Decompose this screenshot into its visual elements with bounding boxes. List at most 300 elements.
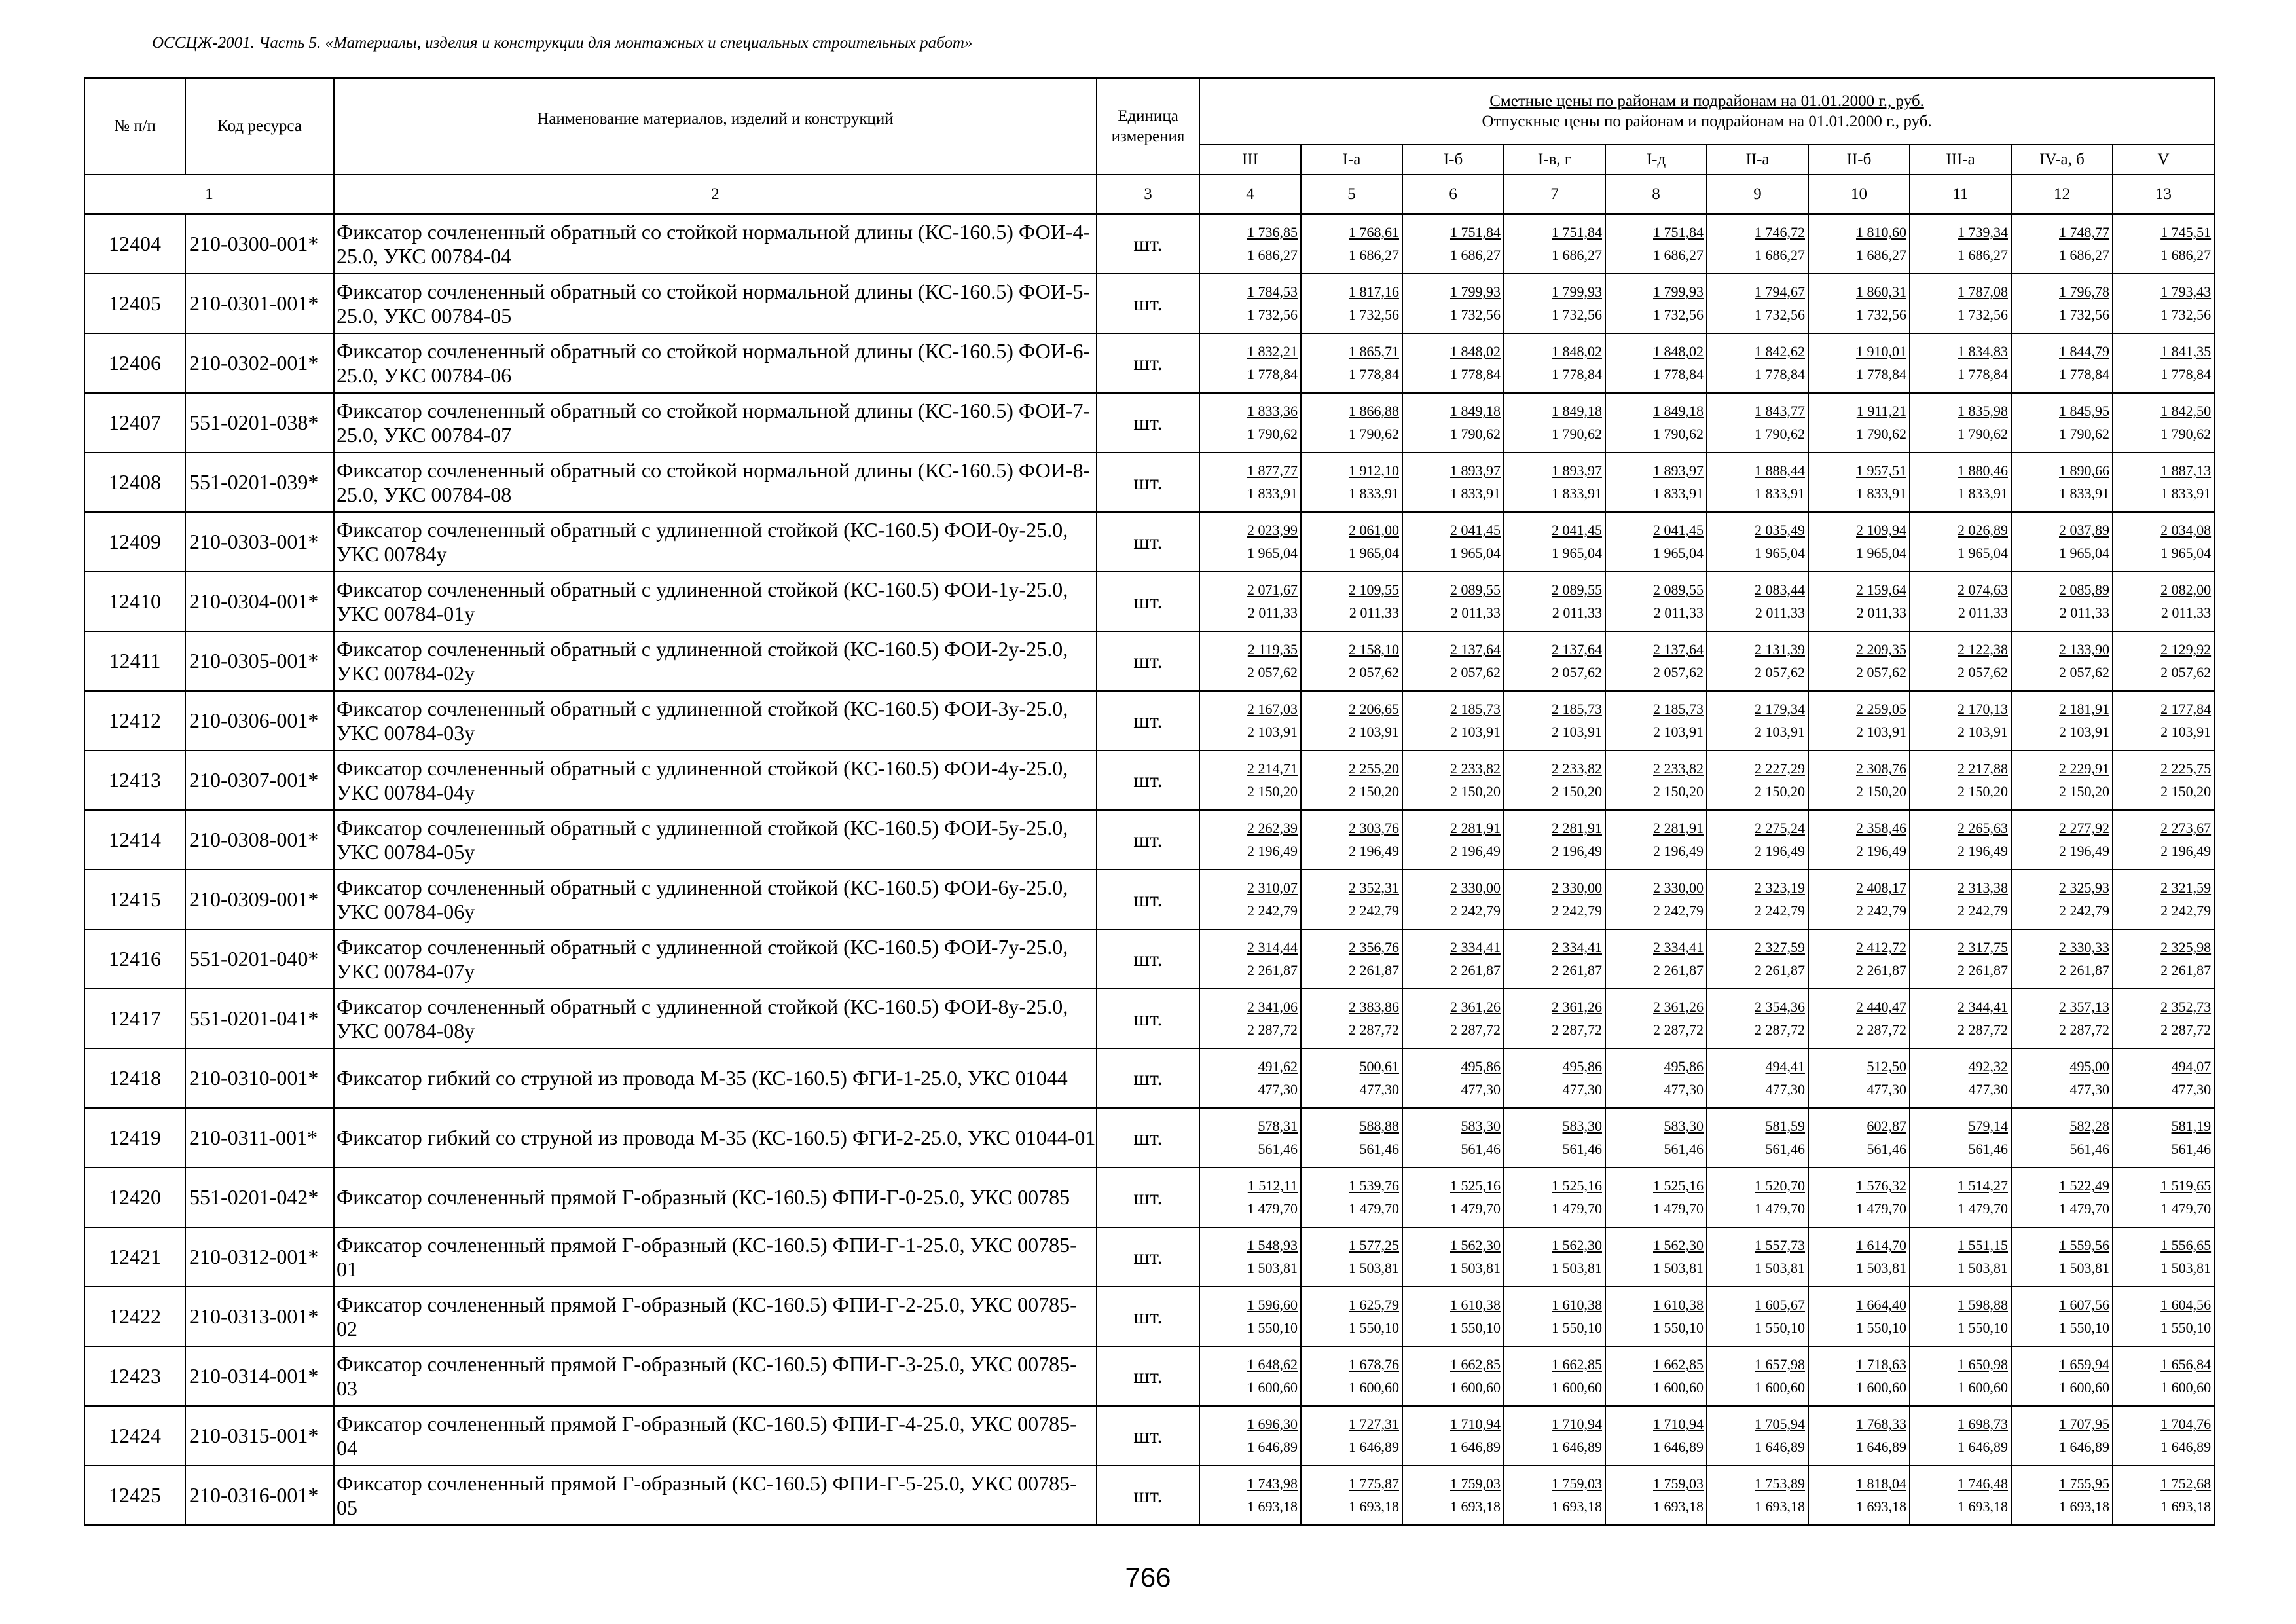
price-cell [2113, 750, 2214, 810]
header-num: № п/п [84, 78, 185, 175]
item-name: Фиксатор сочлененный обратный со стойкой нормальной длины (КС-160.5) ФОИ-6-25.0, УКС 00784-06 [334, 333, 1097, 393]
unit-cell: шт. [1097, 452, 1199, 512]
price-cell [1301, 870, 1402, 929]
release-price: 1 600,60 [1653, 1378, 1704, 1395]
release-price: 1 686,27 [1958, 246, 2008, 263]
estimate-price: 2 323,19 [1755, 879, 1805, 896]
estimate-price: 2 352,31 [1349, 879, 1399, 896]
estimate-price: 1 650,98 [1958, 1356, 2008, 1373]
release-price: 2 103,91 [1552, 723, 1602, 740]
price-cell [1199, 274, 1301, 333]
estimate-price: 2 361,26 [1450, 999, 1501, 1016]
release-price: 477,30 [1461, 1080, 1501, 1098]
release-price: 1 965,04 [1653, 544, 1704, 561]
estimate-price: 1 833,36 [1247, 403, 1298, 420]
price-cell [1402, 214, 1504, 274]
unit-cell: шт. [1097, 1108, 1199, 1168]
price-cell [1504, 1108, 1605, 1168]
estimate-price: 2 041,45 [1450, 522, 1501, 539]
estimate-price: 2 361,26 [1552, 999, 1602, 1016]
estimate-price: 1 678,76 [1349, 1356, 1399, 1373]
release-price: 1 778,84 [1958, 365, 2008, 382]
price-cell [1808, 1048, 1910, 1108]
price-cell [1707, 750, 1808, 810]
release-price: 2 150,20 [2160, 783, 2212, 800]
price-cell [1402, 929, 1504, 989]
release-price: 2 103,91 [1653, 723, 1704, 740]
price-cell [1402, 1227, 1504, 1287]
estimate-price: 2 037,89 [2059, 522, 2109, 539]
estimate-price: 583,30 [1562, 1118, 1602, 1135]
estimate-price: 2 354,36 [1755, 999, 1805, 1016]
price-cell [1605, 274, 1707, 333]
release-price: 1 600,60 [2160, 1378, 2212, 1395]
release-price: 2 103,91 [1958, 723, 2008, 740]
release-price: 2 011,33 [1349, 604, 1399, 621]
resource-code: 210-0300-001* [185, 214, 334, 274]
release-price: 561,46 [1258, 1140, 1298, 1157]
table-row [84, 452, 2214, 512]
estimate-price: 1 562,30 [1653, 1237, 1704, 1254]
release-price: 2 242,79 [1856, 902, 1906, 919]
release-price: 1 790,62 [1552, 425, 1602, 442]
release-price: 1 550,10 [1450, 1319, 1501, 1336]
release-price: 1 479,70 [1755, 1200, 1805, 1217]
price-cell [2011, 1287, 2113, 1346]
release-price: 1 646,89 [1552, 1438, 1602, 1455]
table-row [84, 691, 2214, 750]
price-cell [1504, 1287, 1605, 1346]
release-price: 561,46 [1562, 1140, 1602, 1157]
unit-cell: шт. [1097, 1227, 1199, 1287]
price-table-body [84, 214, 2214, 1525]
estimate-price: 2 313,38 [1958, 879, 2008, 896]
price-cell [1504, 631, 1605, 691]
estimate-price: 1 849,18 [1450, 403, 1501, 420]
release-price: 2 011,33 [1552, 604, 1602, 621]
release-price: 2 150,20 [1552, 783, 1602, 800]
release-price: 2 196,49 [2160, 842, 2212, 859]
estimate-price: 2 255,20 [1349, 760, 1399, 777]
release-price: 2 011,33 [1856, 604, 1906, 621]
release-price: 2 242,79 [2059, 902, 2109, 919]
estimate-price: 1 710,94 [1450, 1416, 1501, 1433]
release-price: 1 550,10 [1552, 1319, 1602, 1336]
price-cell [1301, 274, 1402, 333]
item-name: Фиксатор сочлененный обратный с удлиненной стойкой (КС-160.5) ФОИ-1у-25.0, УКС 00784-01у [334, 572, 1097, 631]
estimate-price: 1 659,94 [2059, 1356, 2109, 1373]
estimate-price: 1 596,60 [1247, 1297, 1298, 1314]
estimate-price: 2 303,76 [1349, 820, 1399, 837]
estimate-price: 1 751,84 [1552, 224, 1602, 241]
release-price: 2 242,79 [1653, 902, 1704, 919]
header-name: Наименование материалов, изделий и конструкций [334, 78, 1097, 175]
estimate-price: 1 662,85 [1552, 1356, 1602, 1373]
column-number: 2 [334, 175, 1097, 214]
release-price: 1 550,10 [2059, 1319, 2109, 1336]
price-cell [1199, 1168, 1301, 1227]
price-cell [1808, 750, 1910, 810]
row-number: 12419 [84, 1108, 185, 1168]
release-price: 1 693,18 [1247, 1498, 1298, 1515]
release-price: 1 503,81 [1653, 1259, 1704, 1276]
release-price: 2 261,87 [1349, 961, 1399, 978]
price-cell [2113, 691, 2214, 750]
price-cell [1707, 810, 1808, 870]
price-cell [1199, 1466, 1301, 1525]
release-price: 1 833,91 [1653, 485, 1704, 502]
estimate-price: 1 787,08 [1958, 284, 2008, 301]
price-cell [1808, 214, 1910, 274]
estimate-price: 495,00 [2069, 1058, 2109, 1075]
price-cell [2011, 1108, 2113, 1168]
price-cell [1402, 750, 1504, 810]
estimate-price: 2 344,41 [1958, 999, 2008, 1016]
price-cell [1910, 929, 2011, 989]
release-price: 2 057,62 [1958, 663, 2008, 680]
release-price: 1 778,84 [1552, 365, 1602, 382]
row-number: 12408 [84, 452, 185, 512]
price-cell [1199, 1346, 1301, 1406]
estimate-price: 2 227,29 [1755, 760, 1805, 777]
price-cell [1605, 512, 1707, 572]
region-header: I-б [1402, 145, 1504, 175]
table-row [84, 1108, 2214, 1168]
table-row [84, 1227, 2214, 1287]
release-price: 2 242,79 [1349, 902, 1399, 919]
release-price: 1 833,91 [1552, 485, 1602, 502]
price-cell [1301, 1227, 1402, 1287]
release-price: 1 503,81 [1450, 1259, 1501, 1276]
estimate-price: 2 167,03 [1247, 701, 1298, 718]
release-price: 1 503,81 [2160, 1259, 2212, 1276]
price-cell [2011, 214, 2113, 274]
release-price: 2 196,49 [1247, 842, 1298, 859]
release-price: 1 646,89 [1450, 1438, 1501, 1455]
estimate-price: 2 109,55 [1349, 581, 1399, 599]
price-cell [1605, 393, 1707, 452]
price-cell [1707, 452, 1808, 512]
price-cell [1707, 989, 1808, 1048]
price-cell [1301, 1287, 1402, 1346]
resource-code: 551-0201-042* [185, 1168, 334, 1227]
price-cell [1808, 333, 1910, 393]
release-price: 561,46 [1664, 1140, 1704, 1157]
estimate-price: 2 206,65 [1349, 701, 1399, 718]
unit-cell: шт. [1097, 691, 1199, 750]
row-number: 12406 [84, 333, 185, 393]
item-name: Фиксатор сочлененный прямой Г-образный (КС-160.5) ФПИ-Г-0-25.0, УКС 00785 [334, 1168, 1097, 1227]
row-number: 12421 [84, 1227, 185, 1287]
price-cell [1605, 989, 1707, 1048]
release-price: 1 646,89 [1349, 1438, 1399, 1455]
release-price: 2 011,33 [2059, 604, 2109, 621]
release-price: 1 693,18 [2059, 1498, 2109, 1515]
price-cell [1605, 452, 1707, 512]
price-cell [1707, 1406, 1808, 1466]
estimate-price: 2 179,34 [1755, 701, 1805, 718]
item-name: Фиксатор гибкий со струной из провода М-35 (КС-160.5) ФГИ-2-25.0, УКС 01044-01 [334, 1108, 1097, 1168]
price-cell [1910, 989, 2011, 1048]
price-cell [1504, 989, 1605, 1048]
estimate-price: 1 845,95 [2059, 403, 2109, 420]
price-cell [1910, 393, 2011, 452]
price-cell [1808, 274, 1910, 333]
price-cell [2113, 1346, 2214, 1406]
estimate-price: 2 131,39 [1755, 641, 1805, 658]
price-cell [1605, 333, 1707, 393]
release-price: 2 103,91 [1450, 723, 1501, 740]
release-price: 2 057,62 [1856, 663, 1906, 680]
item-name: Фиксатор сочлененный обратный с удлиненной стойкой (КС-160.5) ФОИ-6у-25.0, УКС 00784-06у [334, 870, 1097, 929]
release-price: 1 693,18 [1450, 1498, 1501, 1515]
price-cell [1199, 214, 1301, 274]
price-cell [2011, 631, 2113, 691]
estimate-price: 2 137,64 [1653, 641, 1704, 658]
unit-cell: шт. [1097, 1048, 1199, 1108]
region-header: III-а [1910, 145, 2011, 175]
release-price: 2 287,72 [1856, 1021, 1906, 1038]
price-cell [2011, 1466, 2113, 1525]
item-name: Фиксатор сочлененный обратный с удлиненной стойкой (КС-160.5) ФОИ-5у-25.0, УКС 00784-05у [334, 810, 1097, 870]
column-number: 8 [1605, 175, 1707, 214]
release-price: 1 503,81 [2059, 1259, 2109, 1276]
release-price: 1 965,04 [1552, 544, 1602, 561]
price-cell [1808, 631, 1910, 691]
row-number: 12425 [84, 1466, 185, 1525]
estimate-price: 1 525,16 [1653, 1177, 1704, 1194]
price-cell [1199, 1287, 1301, 1346]
estimate-price: 1 832,21 [1247, 343, 1298, 360]
resource-code: 210-0316-001* [185, 1466, 334, 1525]
release-price: 1 790,62 [1856, 425, 1906, 442]
release-price: 1 479,70 [1552, 1200, 1602, 1217]
estimate-price: 1 743,98 [1247, 1475, 1298, 1492]
row-number: 12415 [84, 870, 185, 929]
release-price: 1 600,60 [1958, 1378, 2008, 1395]
price-cell [2011, 1048, 2113, 1108]
release-price: 1 600,60 [2059, 1378, 2109, 1395]
estimate-price: 1 842,62 [1755, 343, 1805, 360]
estimate-price: 1 662,85 [1450, 1356, 1501, 1373]
estimate-price: 1 751,84 [1450, 224, 1501, 241]
item-name: Фиксатор сочлененный прямой Г-образный (КС-160.5) ФПИ-Г-4-25.0, УКС 00785-04 [334, 1406, 1097, 1466]
unit-cell: шт. [1097, 1406, 1199, 1466]
release-price: 2 150,20 [1653, 783, 1704, 800]
page-number: 766 [1125, 1562, 1171, 1593]
estimate-price: 1 704,76 [2160, 1416, 2212, 1433]
price-cell [1707, 512, 1808, 572]
price-cell [1402, 512, 1504, 572]
unit-cell: шт. [1097, 810, 1199, 870]
item-name: Фиксатор гибкий со струной из провода М-35 (КС-160.5) ФГИ-1-25.0, УКС 01044 [334, 1048, 1097, 1108]
estimate-price: 492,32 [1968, 1058, 2008, 1075]
estimate-price: 1 794,67 [1755, 284, 1805, 301]
table-row [84, 1406, 2214, 1466]
price-cell [1808, 572, 1910, 631]
estimate-price: 1 799,93 [1450, 284, 1501, 301]
price-cell [1808, 691, 1910, 750]
price-cell [2113, 1466, 2214, 1525]
estimate-price: 1 748,77 [2059, 224, 2109, 241]
estimate-price: 1 893,97 [1450, 462, 1501, 479]
estimate-price: 1 610,38 [1450, 1297, 1501, 1314]
item-name: Фиксатор сочлененный обратный со стойкой нормальной длины (КС-160.5) ФОИ-7-25.0, УКС 00784-07 [334, 393, 1097, 452]
price-cell [1402, 691, 1504, 750]
row-number: 12423 [84, 1346, 185, 1406]
estimate-price: 2 310,07 [1247, 879, 1298, 896]
price-cell [1301, 989, 1402, 1048]
estimate-price: 1 834,83 [1958, 343, 2008, 360]
price-cell [1199, 572, 1301, 631]
estimate-price: 581,59 [1765, 1118, 1805, 1135]
release-price: 1 646,89 [1755, 1438, 1805, 1455]
resource-code: 210-0306-001* [185, 691, 334, 750]
price-cell [1504, 1346, 1605, 1406]
estimate-price: 1 598,88 [1958, 1297, 2008, 1314]
release-price: 2 150,20 [1856, 783, 1906, 800]
release-price: 1 550,10 [1349, 1319, 1399, 1336]
release-price: 1 600,60 [1755, 1378, 1805, 1395]
resource-code: 210-0309-001* [185, 870, 334, 929]
release-price: 2 150,20 [1247, 783, 1298, 800]
release-price: 1 693,18 [1552, 1498, 1602, 1515]
price-cell [2113, 1108, 2214, 1168]
unit-cell: шт. [1097, 750, 1199, 810]
estimate-price: 1 759,03 [1552, 1475, 1602, 1492]
release-price: 2 011,33 [1450, 604, 1501, 621]
estimate-price: 1 576,32 [1856, 1177, 1906, 1194]
estimate-price: 2 275,24 [1755, 820, 1805, 837]
price-cell [2113, 512, 2214, 572]
estimate-price: 2 083,44 [1755, 581, 1805, 599]
release-price: 2 103,91 [1247, 723, 1298, 740]
price-cell [1808, 452, 1910, 512]
price-cell [1605, 214, 1707, 274]
region-header: IV-а, б [2011, 145, 2113, 175]
price-cell [1199, 691, 1301, 750]
release-price: 1 778,84 [1247, 365, 1298, 382]
release-price: 1 732,56 [1450, 306, 1501, 323]
estimate-price: 1 710,94 [1552, 1416, 1602, 1433]
estimate-price: 1 512,11 [1247, 1177, 1298, 1194]
price-cell [1504, 691, 1605, 750]
estimate-price: 2 137,64 [1450, 641, 1501, 658]
release-price: 1 965,04 [1958, 544, 2008, 561]
estimate-price: 1 559,56 [2059, 1237, 2109, 1254]
estimate-price: 1 520,70 [1755, 1177, 1805, 1194]
header-prices-release: Отпускные цены по районам и подрайонам на 01.01.2000 г., руб. [1482, 113, 1932, 130]
release-price: 1 646,89 [1653, 1438, 1704, 1455]
price-cell [1402, 333, 1504, 393]
row-number: 12422 [84, 1287, 185, 1346]
release-price: 1 732,56 [1755, 306, 1805, 323]
release-price: 1 479,70 [2059, 1200, 2109, 1217]
resource-code: 210-0304-001* [185, 572, 334, 631]
item-name: Фиксатор сочлененный обратный с удлиненной стойкой (КС-160.5) ФОИ-0у-25.0, УКС 00784у [334, 512, 1097, 572]
price-cell [1199, 1227, 1301, 1287]
price-cell [1910, 274, 2011, 333]
price-cell [1504, 929, 1605, 989]
price-cell [1199, 929, 1301, 989]
estimate-price: 1 577,25 [1349, 1237, 1399, 1254]
release-price: 2 287,72 [1450, 1021, 1501, 1038]
price-cell [2011, 393, 2113, 452]
release-price: 2 057,62 [2160, 663, 2212, 680]
release-price: 1 503,81 [1958, 1259, 2008, 1276]
price-cell [1402, 810, 1504, 870]
release-price: 1 790,62 [2160, 425, 2212, 442]
release-price: 1 732,56 [1958, 306, 2008, 323]
release-price: 1 503,81 [1856, 1259, 1906, 1276]
release-price: 1 833,91 [1856, 485, 1906, 502]
column-number: 13 [2113, 175, 2214, 214]
unit-cell: шт. [1097, 1287, 1199, 1346]
estimate-price: 1 522,49 [2059, 1177, 2109, 1194]
estimate-price: 1 562,30 [1450, 1237, 1501, 1254]
price-cell [2113, 452, 2214, 512]
estimate-price: 1 759,03 [1653, 1475, 1704, 1492]
release-price: 1 686,27 [1552, 246, 1602, 263]
release-price: 1 833,91 [1349, 485, 1399, 502]
release-price: 1 600,60 [1450, 1378, 1501, 1395]
estimate-price: 1 707,95 [2059, 1416, 2109, 1433]
price-cell [1199, 1048, 1301, 1108]
price-cell [1605, 870, 1707, 929]
table-row [84, 333, 2214, 393]
release-price: 1 686,27 [1653, 246, 1704, 263]
region-header: II-б [1808, 145, 1910, 175]
release-price: 1 965,04 [1450, 544, 1501, 561]
release-price: 1 833,91 [1450, 485, 1501, 502]
release-price: 2 150,20 [1349, 783, 1399, 800]
release-price: 1 965,04 [2160, 544, 2212, 561]
resource-code: 210-0313-001* [185, 1287, 334, 1346]
release-price: 477,30 [1359, 1080, 1399, 1098]
release-price: 1 965,04 [2059, 544, 2109, 561]
price-cell [2011, 810, 2113, 870]
release-price: 1 646,89 [2160, 1438, 2212, 1455]
estimate-price: 1 664,40 [1856, 1297, 1906, 1314]
estimate-price: 2 383,86 [1349, 999, 1399, 1016]
row-number: 12420 [84, 1168, 185, 1227]
price-cell [2113, 870, 2214, 929]
release-price: 2 261,87 [1247, 961, 1298, 978]
price-cell [1504, 452, 1605, 512]
release-price: 1 790,62 [1958, 425, 2008, 442]
price-cell [2011, 1168, 2113, 1227]
estimate-price: 2 041,45 [1552, 522, 1602, 539]
estimate-price: 1 818,04 [1856, 1475, 1906, 1492]
estimate-price: 2 109,94 [1856, 522, 1906, 539]
release-price: 1 550,10 [1247, 1319, 1298, 1336]
estimate-price: 2 225,75 [2160, 760, 2212, 777]
column-number: 1 [84, 175, 334, 214]
estimate-price: 1 698,73 [1958, 1416, 2008, 1433]
price-cell [2113, 572, 2214, 631]
price-cell [2011, 870, 2113, 929]
estimate-price: 1 887,13 [2160, 462, 2212, 479]
price-cell [2011, 572, 2113, 631]
price-cell [1808, 512, 1910, 572]
release-price: 561,46 [1359, 1140, 1399, 1157]
release-price: 1 686,27 [1856, 246, 1906, 263]
price-cell [2113, 1287, 2214, 1346]
estimate-price: 2 321,59 [2160, 879, 2212, 896]
estimate-price: 1 562,30 [1552, 1237, 1602, 1254]
release-price: 2 103,91 [1856, 723, 1906, 740]
release-price: 2 196,49 [1856, 842, 1906, 859]
